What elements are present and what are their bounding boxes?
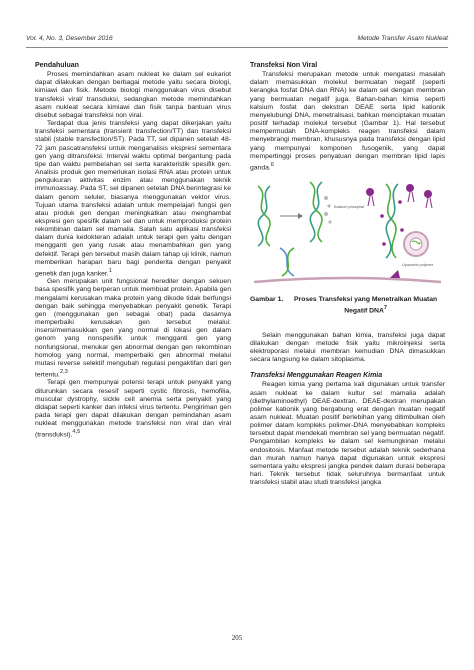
paragraph: Transfeksi merupakan metode untuk mengatasi masalah dalam memasukkan molekul bermuatan negatif (seperti kerangka fosfat DNA dan RNA) ke dalam sel dengan membran yang bermuatan negatif juga. Bahan-bahan kimia seperti kalsium fosfat dan dekstran DEAE serta lipid kationik menyelubungi DNA, menetralisasi, bahkan menciptakan muatan positif terhadap molekul tersebut (Gambar 1). Hal tersebut mempermudah DNA-kompleks reagen transfeksi dalam menyebrangi membran, khususnya pada transfeksi dengan lipid yang mempunyai komponen fusogenik, yang dapat mempertinggi proses penyatuan dengan membran lipid lapis ganda.$^6$ [250,71,445,172]
calcium-particles-icon [324,196,332,224]
label-liposome: Liposome polymer [402,263,434,268]
section-heading-reagen-kimia: Transfeksi Menggunakan Reagen Kimia [250,372,383,380]
citation: 6 [270,161,274,168]
citation: 7 [383,305,388,312]
right-column [250,62,445,487]
paragraph: Terapi gen mempunyai potensi terapi untuk penyakit yang diturunkan secara resesif seperti cystic fibrosis, hemofilia, muscular dystrophy, sickle cell anemia serta penyakit yang didapat seperti kanker dan infeksi virus tertentu. Pengiriman gen pada terapi gen dapat dilakukan dengan pemindahan asam nukleat menggunakan metode transfeksi non viral dan viral (transduksi).$^{4,5}$ [35,379,231,439]
figure-1-caption [250,296,445,315]
dna-helix-lower [280,248,294,276]
paragraph: Proses memindahkan asam nukleat ke dalam sel eukariot dapat dilakukan dengan berbagai metode yaitu secara biologi, kimiawi dan fisik. Metode biologi menggunakan virus disebut transfeksi viral/ transduksi, sedangkan metode memindahkan asam nukleat secara kimiawi dan fisik tanpa bantuan virus disebut sebagai transfeksi non viral. [35,71,231,119]
running-title: Metode Transfer Asam Nukleat [357,35,448,42]
cell-membrane-icon [254,278,441,282]
citation: 2,3 [59,369,68,376]
cationic-lipid-icon [366,184,432,198]
label-calcium: Kalsium phosphat [334,205,365,210]
header-rule [26,47,448,48]
paragraph: Reagen kimia yang pertama kali digunakan untuk transfer asam nukleat ke dalam kultur sel mamalia adalah (diethylaminoethyl) DEAE-dextran. DEAE-dextran merupakan polimer kationik yang bergabung erat dengan muatan negatif asam nukleat. Muatan positif berlebihan yang ditimbulkan oleh polimer dalam kompleks polimer-DNA menyebabkan kompleks tersebut dapat mendekati membran sel yang bermuatan negatif. Pengambilan kompleks ke dalam sel kemungkinan melalui endositosis. Manfaat metode tersebut adalah teknik sederhana dan murah namun hanya dapat digunakan untuk ekspresi sementara yaitu ekspresi jangka pendek dalam durasi beberapa hari. Teknik tersebut tidak seluruhnya bermanfaat untuk transfeksi stabil atau studi transfeksi jangka [250,381,445,487]
paragraph: Terdapat dua jenis transfeksi yang dapat dikerjakan yaitu transfeksi sementara (transient transfection/TT) dan transfeksi stabil (stable transfection/ST). Pada TT, sel dipanen setelah 48-72 jam pascatransfeksi untuk menganalisis ekspresi sementara gen yang ditransfeksi. Interval waktu optimal bergantung pada tipe dan waktu pembelahan sel serta karakteristik spesifik gen. Analisis produk gen memerlukan isolasi RNA atau protein untuk pengukuran aktivitas enzim atau menggunakan teknik immunoassay. Pada ST, sel dipanen setelah DNA berintegrasi ke dalam genom seluler, biasanya menggunakan vektor virus. Tujuan utama transfeksi adalah untuk mempelajari fungsi gen atau produk gen dengan meningkatkan atau menghambat ekspresi gen spesifik dalam sel dan untuk memproduksi protein rekombinan dalam sel mamalia. Salah satu aplikasi transfeksi dalam dunia kedokteran adalah untuk terapi gen yaitu dengan mengganti gen yang rusak atau menambahkan gen yang defektif. Terapi gen tersebut masih dalam tahap uji klinik, namun memberikan harapan baru bagi penderita dengan penyakit genetik dan juga kanker.$^1$ [35,120,231,278]
figure-1-illustration [250,178,445,290]
paragraph: Gen merupakan unit fungsional herediter dengan sekuen basa spesifik yang berperan untuk membuat protein. Apabila gen mengalami kerusakan maka protein yang dikode tidak berfungsi dengan baik sehingga menyebabkan penyakit genetik. Terapi gen (menggunakan gen sebagai obat) pada dasarnya memperbaiki kerusakan gen tersebut melalui: insersi/memasukkan gen yang normal di lokasi gen dalam genom yang nonspesifik untuk mengganti gen yang nonfungsional, menukar gen abnormal dengan gen rekombinan homolog yang normal, memperbaiki gen abnormal melalui mutasi reverse selektif mengubah regulasi pengaktifan dari gen tertentu.$^{2,3}$ [35,278,231,379]
dna-helix-coated [310,182,322,242]
citation: 1 [108,267,112,274]
citation: 4,5 [72,429,81,436]
arrow-head-icon [298,213,303,219]
section-heading-pendahuluan: Pendahuluan [35,62,79,69]
lipid-tails-icon [368,192,432,208]
journal-info: Vol. 4, No. 3, Desember 2016 [26,35,113,42]
dna-helix-center [386,184,398,258]
bound-lipids-icon [380,200,404,246]
liposome-icon [404,232,428,256]
page-number: 205 [231,634,243,642]
caption-text: Proses Transfeksi yang Menetralkan Muatan Negatif DNA [294,296,438,315]
paragraph: Selain menggunakan bahan kimia, transfeksi juga dapat dilakukan dengan metode fisik yaitu mikroinjeksi serta elektroporasi melalui membran kemudian DNA dimasukkan secara langsung ke dalam sitoplasma. [250,331,445,364]
dna-transfection-diagram [250,178,445,290]
running-header [26,35,448,42]
left-column [35,62,231,440]
caption-label: Gambar 1. [250,296,284,304]
dna-helix-left [258,186,270,246]
complex-entry-icon [390,270,400,278]
section-heading-transfeksi-non-viral: Transfeksi Non Viral [250,62,318,69]
